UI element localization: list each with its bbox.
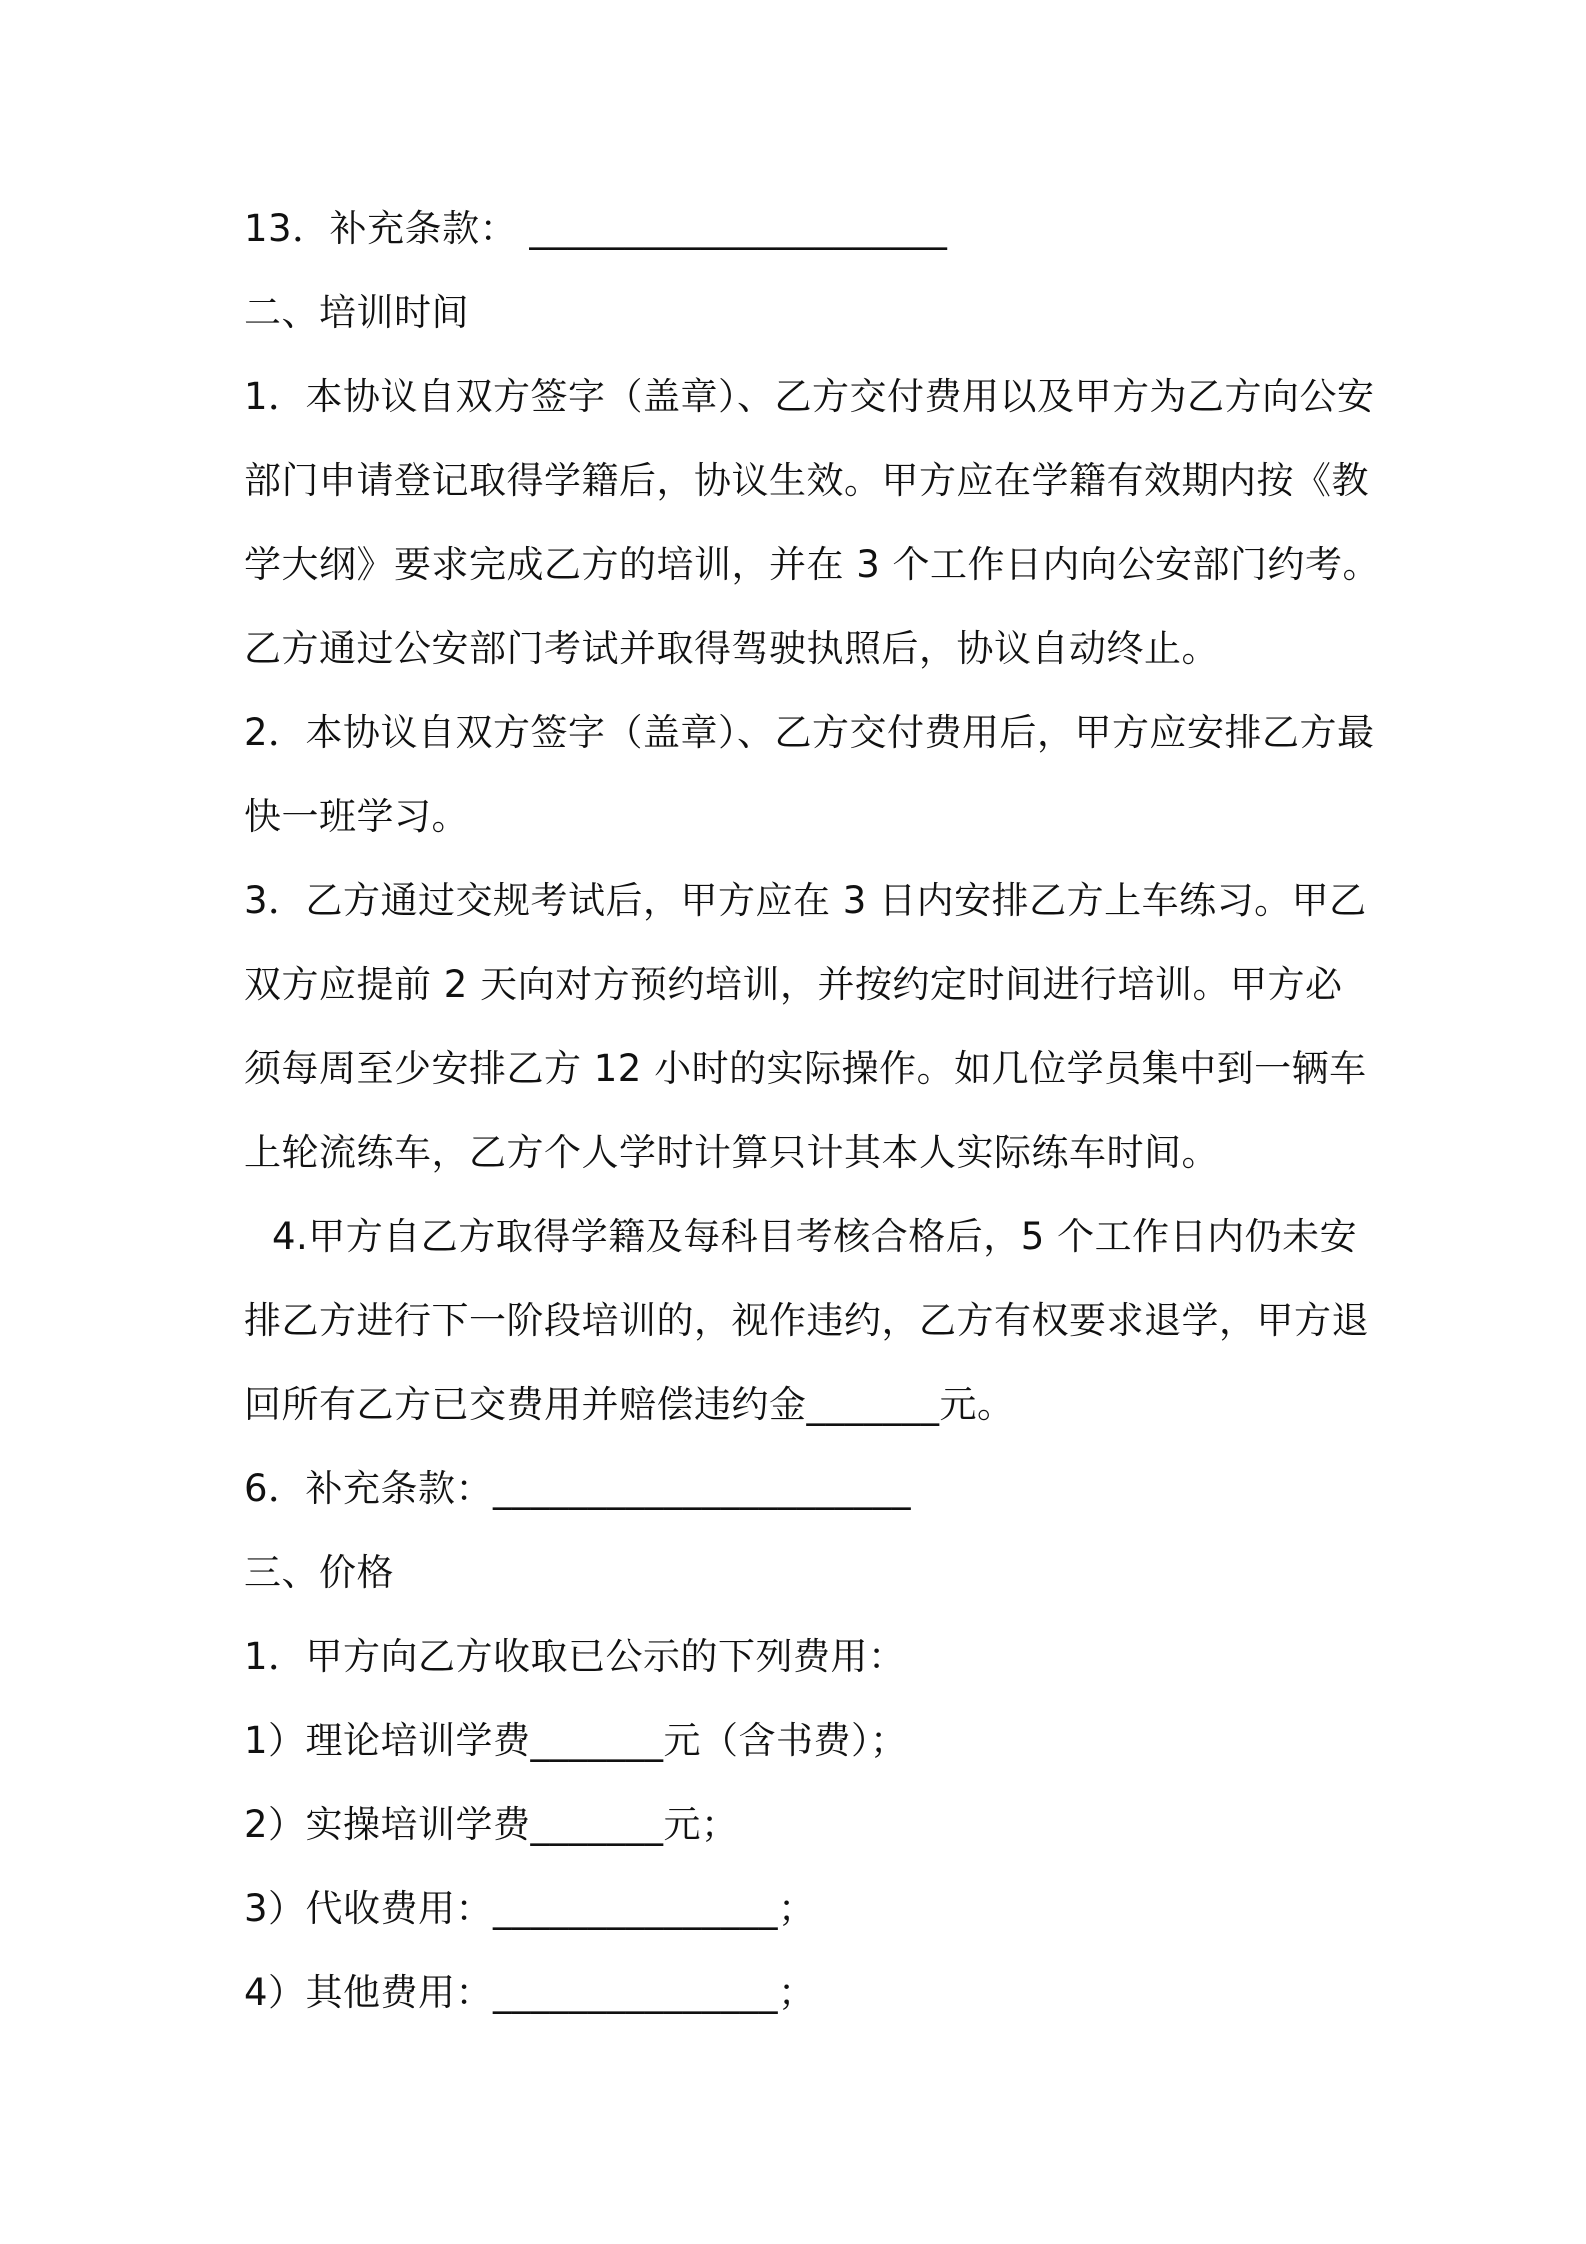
paragraph-1-line-3: 学大纲》要求完成乙方的培训，并在 3 个工作日内向公安部门约考。 bbox=[244, 543, 1381, 586]
paragraph-4-line-2: 排乙方进行下一阶段培训的，视作违约，乙方有权要求退学，甲方退 bbox=[244, 1299, 1369, 1342]
paragraph-3-line-4: 上轮流练车，乙方个人学时计算只计其本人实际练车时间。 bbox=[244, 1131, 1219, 1174]
paragraph-4-line-3: 回所有乙方已交费用并赔偿违约金_______元。 bbox=[244, 1383, 1015, 1426]
paragraph-2-line-1: 2．本协议自双方签字（盖章）、乙方交付费用后，甲方应安排乙方最 bbox=[244, 711, 1375, 754]
clause-13-supplementary: 13．补充条款： ______________________ bbox=[244, 207, 948, 250]
fee-other: 4）其他费用：_______________； bbox=[244, 1971, 816, 2014]
price-intro: 1．甲方向乙方收取已公示的下列费用： bbox=[244, 1635, 906, 1678]
paragraph-3-line-1: 3．乙方通过交规考试后，甲方应在 3 日内安排乙方上车练习。甲乙 bbox=[244, 879, 1367, 922]
paragraph-1-line-4: 乙方通过公安部门考试并取得驾驶执照后，协议自动终止。 bbox=[244, 627, 1219, 670]
section-heading-price: 三、价格 bbox=[244, 1551, 394, 1594]
paragraph-3-line-3: 须每周至少安排乙方 12 小时的实际操作。如几位学员集中到一辆车 bbox=[244, 1047, 1367, 1090]
paragraph-4-line-1: 4.甲方自乙方取得学籍及每科目考核合格后，5 个工作日内仍未安 bbox=[272, 1215, 1358, 1258]
section-heading-training-time: 二、培训时间 bbox=[244, 291, 469, 334]
fee-practical-training: 2）实操培训学费_______元； bbox=[244, 1803, 739, 1846]
fee-collected-on-behalf: 3）代收费用：_______________； bbox=[244, 1887, 816, 1930]
paragraph-3-line-2: 双方应提前 2 天向对方预约培训，并按约定时间进行培训。甲方必 bbox=[244, 963, 1343, 1006]
clause-6-supplementary: 6．补充条款：______________________ bbox=[244, 1467, 912, 1510]
paragraph-2-line-2: 快一班学习。 bbox=[244, 795, 469, 838]
fee-theory-training: 1）理论培训学费_______元（含书费）； bbox=[244, 1719, 908, 1762]
paragraph-1-line-1: 1．本协议自双方签字（盖章）、乙方交付费用以及甲方为乙方向公安 bbox=[244, 375, 1375, 418]
paragraph-1-line-2: 部门申请登记取得学籍后，协议生效。甲方应在学籍有效期内按《教 bbox=[244, 459, 1369, 502]
